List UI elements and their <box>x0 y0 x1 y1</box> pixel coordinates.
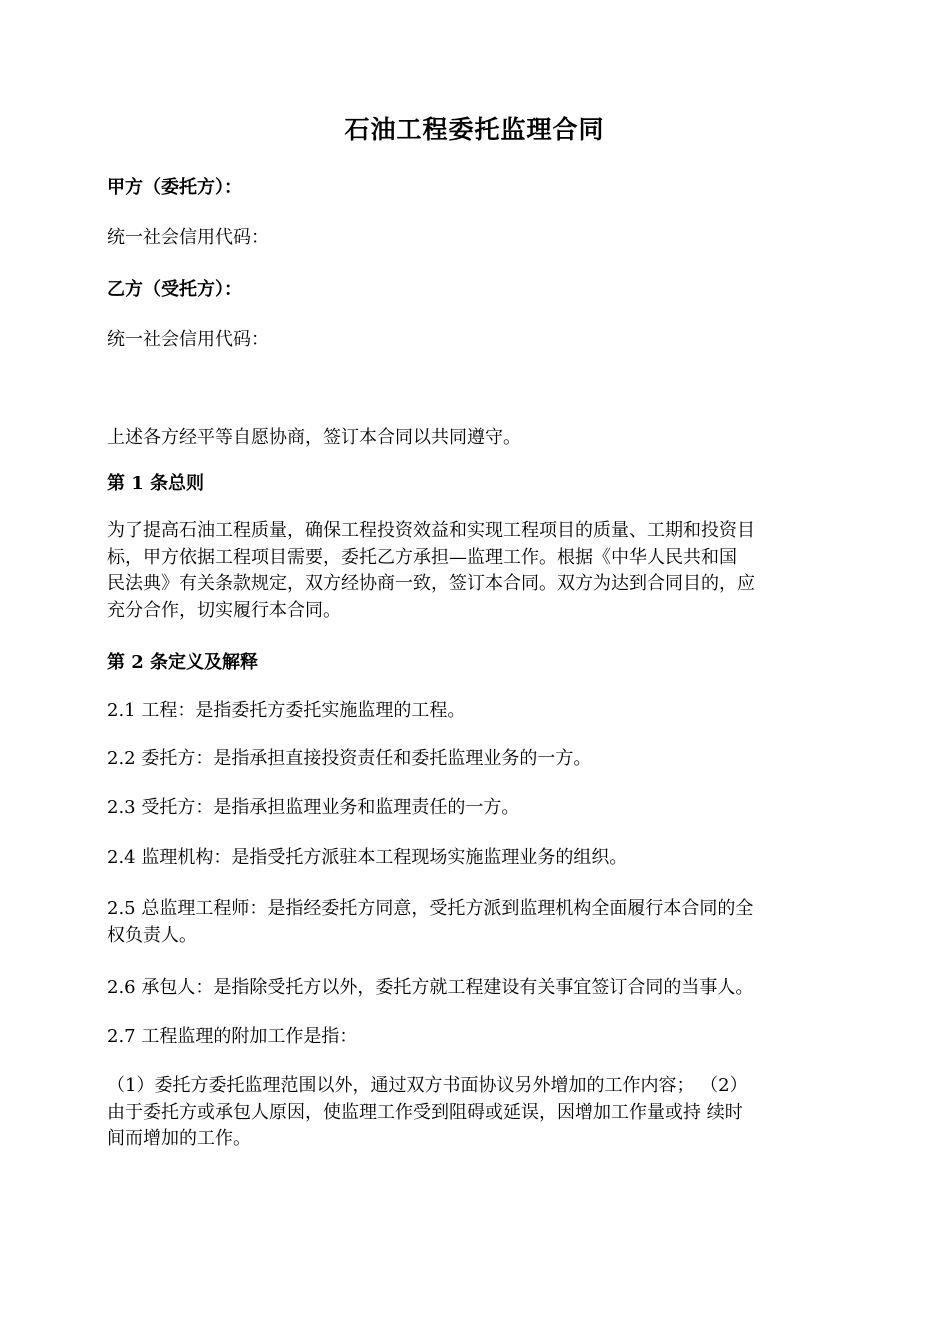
definition-2-2: 2.2 委托方：是指承担直接投资责任和委托监理业务的一方。 <box>107 748 592 769</box>
party-a-label: 甲方（委托方）： <box>107 177 242 198</box>
party-b-credit-code: 统一社会信用代码： <box>107 329 269 350</box>
definition-2-1: 2.1 工程：是指委托方委托实施监理的工程。 <box>107 700 466 721</box>
article-1-line: 民法典》有关条款规定，双方经协商一致，签订本合同。双方为达到合同目的，应 <box>107 573 755 594</box>
definition-2-6: 2.6 承包人：是指除受托方以外，委托方就工程建设有关事宜签订合同的当事人。 <box>107 977 754 998</box>
definition-2-5 <box>107 896 842 949</box>
preamble: 上述各方经平等自愿协商，签订本合同以共同遵守。 <box>107 427 521 448</box>
article-1-line: 为了提高石油工程质量，确保工程投资效益和实现工程项目的质量、工期和投资目 <box>107 520 755 541</box>
definition-2-7-detail <box>107 1073 842 1153</box>
party-a-credit-code: 统一社会信用代码： <box>107 227 269 248</box>
document-title: 石油工程委托监理合同 <box>344 115 605 144</box>
party-b-label: 乙方（受托方）： <box>107 279 242 300</box>
article-2-heading: 第 2 条定义及解释 <box>107 652 259 673</box>
definition-2-7-detail-line: 由于委托方或承包人原因，使监理工作受到阻碍或延误，因增加工作量或持 续时 <box>107 1101 743 1123</box>
definition-2-7-detail-line: （1）委托方委托监理范围以外，通过双方书面协议另外增加的工作内容； （2） <box>107 1075 748 1096</box>
definition-2-7: 2.7 工程监理的附加工作是指： <box>107 1026 358 1047</box>
definition-2-4: 2.4 监理机构：是指受托方派驻本工程现场实施监理业务的组织。 <box>107 847 628 868</box>
article-1-line: 充分合作，切实履行本合同。 <box>107 599 341 621</box>
article-1-line: 标，甲方依据工程项目需要，委托乙方承担—监理工作。根据《中华人民共和国 <box>107 546 737 568</box>
definition-2-3: 2.3 受托方：是指承担监理业务和监理责任的一方。 <box>107 797 520 818</box>
article-1-heading: 第 1 条总则 <box>107 473 205 494</box>
article-1-body <box>107 518 842 624</box>
definition-2-5-line: 权负责人。 <box>107 924 197 946</box>
definition-2-5-line: 2.5 总监理工程师：是指经委托方同意，受托方派到监理机构全面履行本合同的全 <box>107 898 754 919</box>
definition-2-7-detail-line: 间而增加的工作。 <box>107 1128 251 1149</box>
